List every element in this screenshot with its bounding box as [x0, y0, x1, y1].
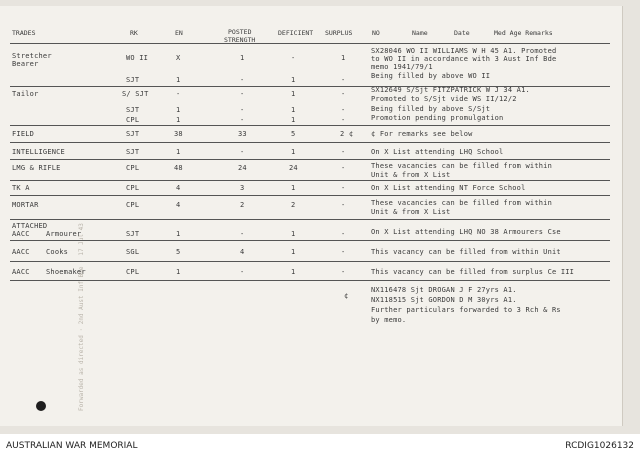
rank-cell: CPL: [126, 116, 140, 124]
deficient-cell: 1: [291, 116, 296, 124]
remarks-line: Unit & from X List: [371, 171, 451, 179]
remarks-line: Promotion pending promulgation: [371, 114, 504, 122]
header-rule: [10, 43, 610, 44]
surplus-cell: -: [341, 248, 346, 256]
en-cell: 5: [176, 248, 181, 256]
trade-label: Tailor: [12, 90, 39, 98]
en-cell: 48: [174, 164, 183, 172]
en-cell: 1: [176, 230, 181, 238]
deficient-cell: 1: [291, 184, 296, 192]
surplus-cell: -: [341, 90, 346, 98]
row-rule: [10, 261, 610, 262]
rank-cell: SJT: [126, 148, 140, 156]
rank-cell: SJT: [126, 130, 140, 138]
rank-cell: CPL: [126, 164, 140, 172]
remarks-line: to WO II in accordance with 3 Aust Inf Bde: [371, 55, 557, 63]
header-name: Name: [412, 29, 428, 37]
document-paper: [0, 6, 623, 426]
deficient-cell: 1: [291, 268, 296, 276]
en-cell: 1: [176, 76, 181, 84]
remarks-line: These vacancies can be filled from within: [371, 162, 552, 170]
surplus-cell: 1: [341, 54, 346, 62]
en-cell: -: [176, 90, 181, 98]
trade-label: MORTAR: [12, 201, 39, 209]
header-surplus: SURPLUS: [325, 29, 353, 37]
surplus-cell: -: [341, 201, 346, 209]
trade-label: AACC: [12, 230, 30, 238]
en-cell: 1: [176, 268, 181, 276]
trade-label: Armourer: [46, 230, 82, 238]
rank-cell: SGL: [126, 248, 140, 256]
remarks-line: Being filled by above S/Sjt: [371, 105, 491, 113]
header-date: Date: [454, 29, 470, 37]
surplus-cell: -: [341, 230, 346, 238]
row-rule: [10, 125, 610, 126]
footnote-mark: ¢: [344, 292, 349, 300]
row-rule: [10, 219, 610, 220]
remarks-line: On X List attending LHQ NO 38 Armourers Cse: [371, 228, 561, 236]
deficient-cell: 1: [291, 90, 296, 98]
trade-label: Cooks: [46, 248, 69, 256]
surplus-cell: -: [341, 148, 346, 156]
surplus-cell: -: [341, 76, 346, 84]
remarks-line: SX12649 S/Sjt FITZPATRICK W J 34 A1.: [371, 86, 530, 94]
rank-cell: CPL: [126, 201, 140, 209]
en-cell: 1: [176, 148, 181, 156]
posted-cell: 4: [240, 248, 245, 256]
header-en: EN: [175, 29, 183, 37]
posted-cell: -: [240, 90, 245, 98]
rank-cell: CPL: [126, 268, 140, 276]
remarks-line: On X List attending LHQ School: [371, 148, 504, 156]
remarks-line: This vacancy can be filled from surplus Ce III: [371, 268, 575, 276]
deficient-cell: 1: [291, 106, 296, 114]
archive-reference: RCDIG1026132: [565, 441, 634, 451]
trade-label: TK A: [12, 184, 30, 192]
trade-label: INTELLIGENCE: [12, 148, 65, 156]
trade-label: AACC: [12, 248, 30, 256]
rank-cell: WO II: [126, 54, 149, 62]
rank-cell: SJT: [126, 230, 140, 238]
surplus-cell: -: [341, 268, 346, 276]
header-trades: TRADES: [12, 29, 36, 37]
deficient-cell: 2: [291, 201, 296, 209]
posted-cell: -: [240, 106, 245, 114]
rank-cell: SJT: [126, 106, 140, 114]
en-cell: 4: [176, 184, 181, 192]
posted-cell: -: [240, 230, 245, 238]
footnote-line: Further particulars forwarded to 3 Rch & Rs: [371, 306, 561, 314]
trade-label: ATTACHED: [12, 222, 48, 230]
footnote-line: by memo.: [371, 316, 407, 324]
header-remarks: Med Age Remarks: [494, 29, 553, 37]
row-rule: [10, 180, 610, 181]
deficient-cell: 1: [291, 148, 296, 156]
trade-label: LMG & RIFLE: [12, 164, 61, 172]
deficient-cell: 1: [291, 76, 296, 84]
surplus-cell: -: [341, 106, 346, 114]
surplus-cell: -: [341, 184, 346, 192]
deficient-cell: -: [291, 54, 296, 62]
remarks-line: On X List attending NT Force School: [371, 184, 526, 192]
posted-cell: -: [240, 148, 245, 156]
row-rule: [10, 142, 610, 143]
remarks-line: ¢ For remarks see below: [371, 130, 473, 138]
footnote-line: NX118515 Sjt GORDON D M 30yrs A1.: [371, 296, 517, 304]
remarks-line: Being filled by above WO II: [371, 72, 491, 80]
deficient-cell: 1: [291, 248, 296, 256]
trade-label: FIELD: [12, 130, 35, 138]
remarks-line: These vacancies can be filled from within: [371, 199, 552, 207]
posted-cell: -: [240, 116, 245, 124]
rank-cell: SJT: [126, 76, 140, 84]
remarks-line: memo 1941/79/1: [371, 63, 433, 71]
trade-label: AACC: [12, 268, 30, 276]
punch-hole: [36, 401, 46, 411]
header-strength: STRENGTH: [224, 36, 256, 44]
en-cell: 1: [176, 116, 181, 124]
footnote-line: NX116478 Sjt DROGAN J F 27yrs A1.: [371, 286, 517, 294]
row-rule: [10, 195, 610, 196]
en-cell: 38: [174, 130, 183, 138]
surplus-cell: 2 ¢: [340, 130, 354, 138]
posted-cell: 33: [238, 130, 247, 138]
header-rank: RK: [130, 29, 138, 37]
header-deficient: DEFICIENT: [278, 29, 314, 37]
deficient-cell: 1: [291, 230, 296, 238]
en-cell: 4: [176, 201, 181, 209]
surplus-cell: -: [341, 116, 346, 124]
header-no: NO: [372, 29, 380, 37]
trade-label: Bearer: [12, 60, 39, 68]
row-rule: [10, 159, 610, 160]
bleed-through-text: Forwarded as directed · 2nd Aust Inf Bde · 17 Jul 43: [78, 223, 85, 411]
deficient-cell: 24: [289, 164, 298, 172]
posted-cell: 3: [240, 184, 245, 192]
remarks-line: SX28046 WO II WILLIAMS W H 45 A1. Promoted: [371, 47, 557, 55]
posted-cell: -: [240, 268, 245, 276]
rank-cell: CPL: [126, 184, 140, 192]
en-cell: 1: [176, 106, 181, 114]
en-cell: X: [176, 54, 181, 62]
deficient-cell: 5: [291, 130, 296, 138]
remarks-line: This vacancy can be filled from within Unit: [371, 248, 561, 256]
row-rule: [10, 240, 610, 241]
remarks-line: Unit & from X List: [371, 208, 451, 216]
archive-credit: AUSTRALIAN WAR MEMORIAL: [6, 441, 138, 451]
row-rule: [10, 280, 610, 281]
posted-cell: 2: [240, 201, 245, 209]
trade-label: Shoemaker: [46, 268, 86, 276]
posted-cell: 1: [240, 54, 245, 62]
rank-cell: S/ SJT: [122, 90, 149, 98]
posted-cell: 24: [238, 164, 247, 172]
posted-cell: -: [240, 76, 245, 84]
trade-label: Stretcher: [12, 52, 52, 60]
surplus-cell: -: [341, 164, 346, 172]
remarks-line: Promoted to S/Sjt vide WS II/12/2: [371, 95, 517, 103]
header-posted: POSTED: [228, 28, 252, 36]
